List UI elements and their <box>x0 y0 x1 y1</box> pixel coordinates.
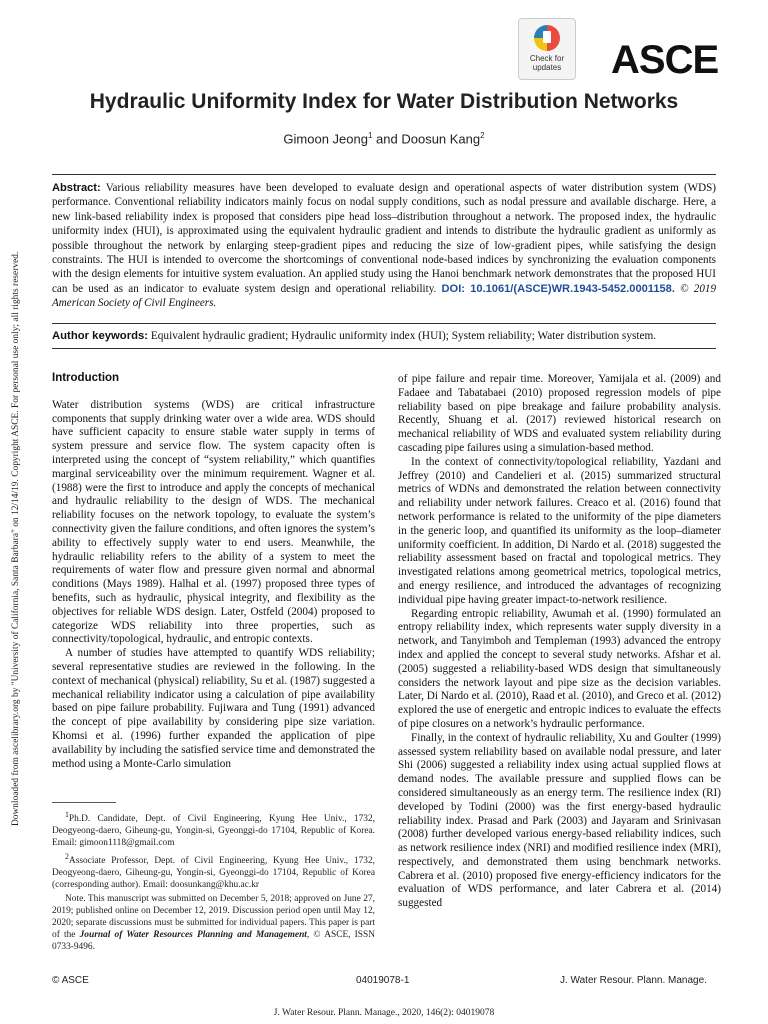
check-for-updates-button[interactable] <box>518 18 576 80</box>
intro-paragraph-2: A number of studies have attempted to quantify WDS reliability; several representative studies are reviewed in the following. In the context of mechanical (physical) reliability, Su et al. (1987) suggested a mechanical reliability indicator using a calculation of pipe availability based on pipe failure probability. Fujiwara and Tung (1991) advanced the concept of pipe availability by considering pipe size variation. Khomsi et al. (1996) further expanded the application of pipe availability by including the satisfied service time and demonstrated the method using a Monte-Carlo simulation <box>52 647 375 770</box>
keywords-rule <box>52 348 716 349</box>
author-line <box>0 131 768 146</box>
keywords-label: Author keywords: <box>52 330 149 342</box>
mid-rule <box>52 323 716 324</box>
footnote-1: Ph.D. Candidate, Dept. of Civil Engineering, Kyung Hee Univ., 1732, Deogyeong-daero, Giheung-gu, Yongin-si, Gyeonggi-do 17104, Republic of Korea. Email: gimoon1118@gmail.com <box>52 814 375 849</box>
footer-left: © ASCE <box>52 975 89 986</box>
check-updates-icon <box>534 25 560 51</box>
column-right <box>398 373 721 911</box>
journal-name[interactable]: Journal of Water Resources Planning and Management <box>79 930 307 941</box>
issn-note: , © ASCE, ISSN 0733-9496. <box>52 930 376 953</box>
keywords-text: Equivalent hydraulic gradient; Hydraulic uniformity index (HUI); System reliability; Water distribution system. <box>150 330 657 342</box>
footnote-2: Associate Professor, Dept. of Civil Engineering, Kyung Hee Univ., 1732, Deogyeong-daero, Giheung-gu, Yongin-si, Gyeonggi-do 17104, Republic of Korea (corresponding author). Email: doosunkang@khu.ac.kr <box>52 856 375 891</box>
download-notice-text: Downloaded from ascelibrary.org by "University of California, Santa Barbara" on 12/14/19. Copyright ASCE. For personal use only; all rights reserved. <box>11 251 21 826</box>
author-1-sup: 1 <box>367 131 373 140</box>
abstract-text: Various reliability measures have been developed to evaluate design and operational aspects of water distribution system (WDS) performance. Conventional reliability indicators mainly focus on nodal supply conditions, such as nodal pressure and available discharge. Here, a new link-based reliability index is proposed that considers pipe head loss–distribution throughout a network. The proposed index, the hydraulic uniformity index (HUI), is approximated using the equivalent hydraulic gradient and intends to distribute the hydraulic gradient as uniformly as possible throughout the network by enlarging steep-gradient pipes and reducing the size of low-gradient pipes, while satisfying the design constraints. The HUI is intended to overcome the shortcomings of conventional node-based indices by synchronizing the evaluation components with the design elements for intuitive system evaluation. An applied study using the Hanoi benchmark network demonstrates that the proposed HUI can be used as an indicator to evaluate system design and operational reliability. <box>52 182 716 295</box>
author-2[interactable]: Doosun Kang <box>401 131 481 147</box>
footnotes: $^1$Ph.D. Candidate, Dept. of Civil Engineering, Kyung Hee Univ., 1732, Deogyeong-daero, Giheung-gu, Yongin-si, Gyeonggi-do 17104, Republic of Korea. Email: gimoon1118@gmail.com $^2$Associate Professor, Dept. of Civil Engineering, Kyung Hee Univ., 1732, Deogyeong-daero, Giheung-gu, Yongin-si, Gyeonggi-do 17104, Republic of Korea (corresponding author). Email: doosunkang@khu.ac.kr Note. This manuscript was submitted on December 5, 2018; approved on June 27, 2019; published online on December 12, 2019. Discussion period open until May 12, 2020; separate discussions must be submitted for individual papers. This paper is part of the Journal of Water Resources Planning and Management, © ASCE, ISSN 0733-9496. <box>52 810 376 953</box>
copyright: © 2019 American Society of Civil Engineers. <box>52 282 716 310</box>
footnote-rule <box>52 802 116 803</box>
doi-link[interactable]: 10.1061/(ASCE)WR.1943-5452.0001158. <box>470 282 675 295</box>
author-keywords <box>52 329 716 343</box>
author-2-sup: 2 <box>480 131 485 140</box>
author-1[interactable]: Gimoon Jeong <box>283 131 368 147</box>
check-line1: Check for <box>529 54 565 63</box>
intro-paragraph-1: Water distribution systems (WDS) are critical infrastructure components that supply drinking water over a wide area. WDS should have sufficient capacity to ensure stable water supply in terms of system pressure and service flow. The system capacity often is interpreted using the concept of “system reliability,” which quantifies marginal serviceability over the minimum requirement. Wagner et al. (1988) were the first to introduce and apply the concepts of mechanical and hydraulic reliability to the design of WDS. The mechanical reliability focuses on the network topology, to evaluate the system’s connectivity given the failure conditions, and often ignores the system’s ability to effectively supply water to end users. Meanwhile, the hydraulic reliability refers to the ability of a system to meet the requirements of water flow and pressure given normal and abnormal conditions (Mays 1989). Halhal et al. (1997) proposed three types of benefits, such as hydraulic, physical integrity, and flexibility as the objectives for reliable WDS design. Later, Ostfeld (2004) proposed to categorize WDS reliability into three properties, such as connectivity/topological, hydraulic, and entropic contexts. <box>52 398 375 646</box>
footer-page-id: 04019078-1 <box>356 975 410 986</box>
col2-paragraph-4: Finally, in the context of hydraulic reliability, Xu and Goulter (1999) assessed system reliability based on available nodal pressure, and later Shi (2006) suggested a reliability index using actual supplied flows at demand nodes. The available pressure and supplied flows can be considered simultaneously as an energy term. The resilience index (RI) developed by Todini (2000) was the first energy-based hydraulic reliability index. Prasad and Park (2003) and Jayaram and Srinivasan (2008) further developed various energy-based reliability indices, such as network resilience index (NRI) and modified resilience index (MRI), respectively, and demonstrated them using benchmark networks. Cabrera et al. (2010) proposed five energy-efficiency indicators for the evaluation of WDS performance, and later Cabrera et al. (2014) suggested <box>398 731 721 910</box>
check-line2: updates <box>532 63 562 72</box>
abstract-heading: Abstract: <box>52 182 101 194</box>
author-and: and <box>372 131 402 147</box>
footer-journal: J. Water Resour. Plann. Manage. <box>560 975 707 986</box>
manuscript-note: Note. This manuscript was submitted on December 5, 2018; approved on June 27, 2019; published online on December 12, 2019. Discussion period open until May 12, 2020; separate discussions must be submitted for individual papers. This paper is part of the <box>52 894 375 941</box>
download-notice <box>0 190 21 830</box>
col2-paragraph-1: of pipe failure and repair time. Moreover, Yamijala et al. (2009) and Fadaee and Tabatabaei (2010) proposed regression models of pipe reliability based on pipe breakage and failure probability analysis. Recently, Shuang et al. (2017) reviewed historical research on mechanical reliability of WDS and evaluated system reliability during cascading pipe failures using a simulation-based method. <box>398 373 721 454</box>
asce-logo[interactable]: ASCE <box>611 38 719 82</box>
intro-heading: Introduction <box>52 372 120 384</box>
citation-line: J. Water Resour. Plann. Manage., 2020, 146(2): 04019078 <box>273 1008 495 1018</box>
col2-paragraph-3: Regarding entropic reliability, Awumah et al. (1990) formulated an entropy reliability index, which represents water supply diversity in a network, and Tanyimboh and Templeman (1993) advanced the entropy index and applied the concept to several study networks. Afshar et al. (2005) suggested a reliability-based WDS design that simultaneously considers the network layout and pipe size as the decision variables. Later, Di Nardo et al. (2010), Raad et al. (2010), and Greco et al. (2012) explored the use of energetic and entropic indices to evaluate the effects of pipe closures on a network’s hydraulic performance. <box>398 607 721 730</box>
abstract <box>52 181 716 311</box>
doi-label: DOI: <box>441 282 465 295</box>
col2-paragraph-2: In the context of connectivity/topological reliability, Yazdani and Jeffrey (2010) and Candelieri et al. (2015) summarized structural metrics of WDNs and demonstrated the relation between connectivity and reliability under network failures. Creaco et al. (2016) found that network performance is related to the uniformity of the pipe diameters in the generic loop, and quantified its uniformity as the loop–diameter uniformity coefficient. In addition, Di Nardo et al. (2018) suggested the reliability assessment based on fractal and topological metrics. They investigated relations among geometrical metrics, topological metrics, and energy resilience, and introduced the advantages of recognizing individual pipe having greater impact-to-network resilience. <box>398 455 721 606</box>
top-rule <box>52 174 716 175</box>
paper-title: Hydraulic Uniformity Index for Water Distribution Networks <box>89 90 679 113</box>
column-left <box>52 372 375 771</box>
